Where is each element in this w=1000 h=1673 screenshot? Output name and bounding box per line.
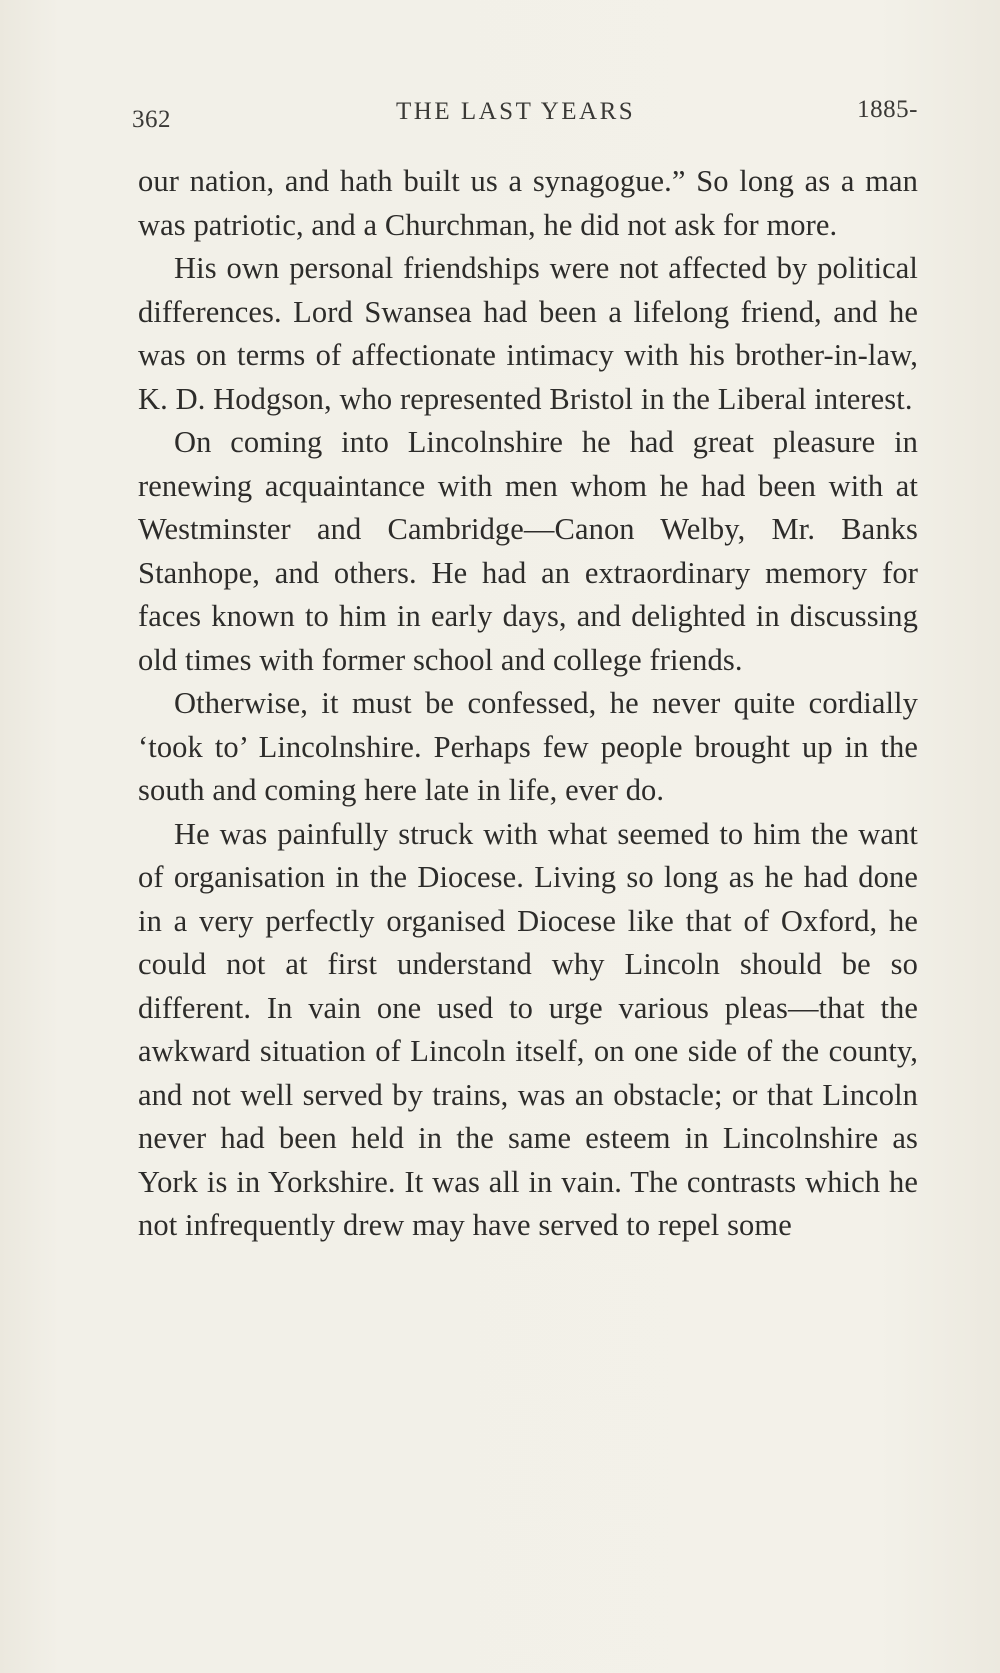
body-text — [138, 160, 918, 1248]
paragraph: His own personal friendships were not affected by political differences. Lord Swansea had been a lifelong friend, and he was on terms of affectionate intimacy with his brother-in-law, K. D. Hodgson, who represented Bristol in the Liberal interest. — [138, 251, 918, 416]
paragraph: On coming into Lincolnshire he had great pleasure in renewing acquaintance with men whom he had been with at Westminster and Cambridge—Canon Welby, Mr. Banks Stanhope, and others. He had an extraordinary memory for faces known to him in early days, and delighted in discussing old times with former school and college friends. — [138, 425, 918, 677]
page-number: 362 — [132, 106, 171, 133]
running-year: 1885- — [857, 96, 918, 123]
paragraph: He was painfully struck with what seemed to him the want of organisation in the Diocese. Living so long as he had done in a very perfectly organised Diocese like that of Oxford, he could not at first understand why Lincoln should be so different. In vain one used to urge various pleas—that the awkward situation of Lincoln itself, on one side of the county, and not well served by trains, was an obstacle; or that Lincoln never had been held in the same esteem in Lincolnshire as York is in Yorkshire. It was all in vain. The contrasts which he not infrequently drew may have served to repel some — [138, 816, 918, 1242]
paragraph: our nation, and hath built us a synagogue.” So long as a man was patriotic, and a Churchman, he did not ask for more. — [138, 164, 918, 242]
running-title: THE LAST YEARS — [396, 98, 636, 125]
running-head — [132, 96, 918, 136]
paragraph: Otherwise, it must be confessed, he never quite cordially ‘took to’ Lincolnshire. Perhaps few people brought up in the south and coming here late in life, ever do. — [138, 686, 918, 807]
